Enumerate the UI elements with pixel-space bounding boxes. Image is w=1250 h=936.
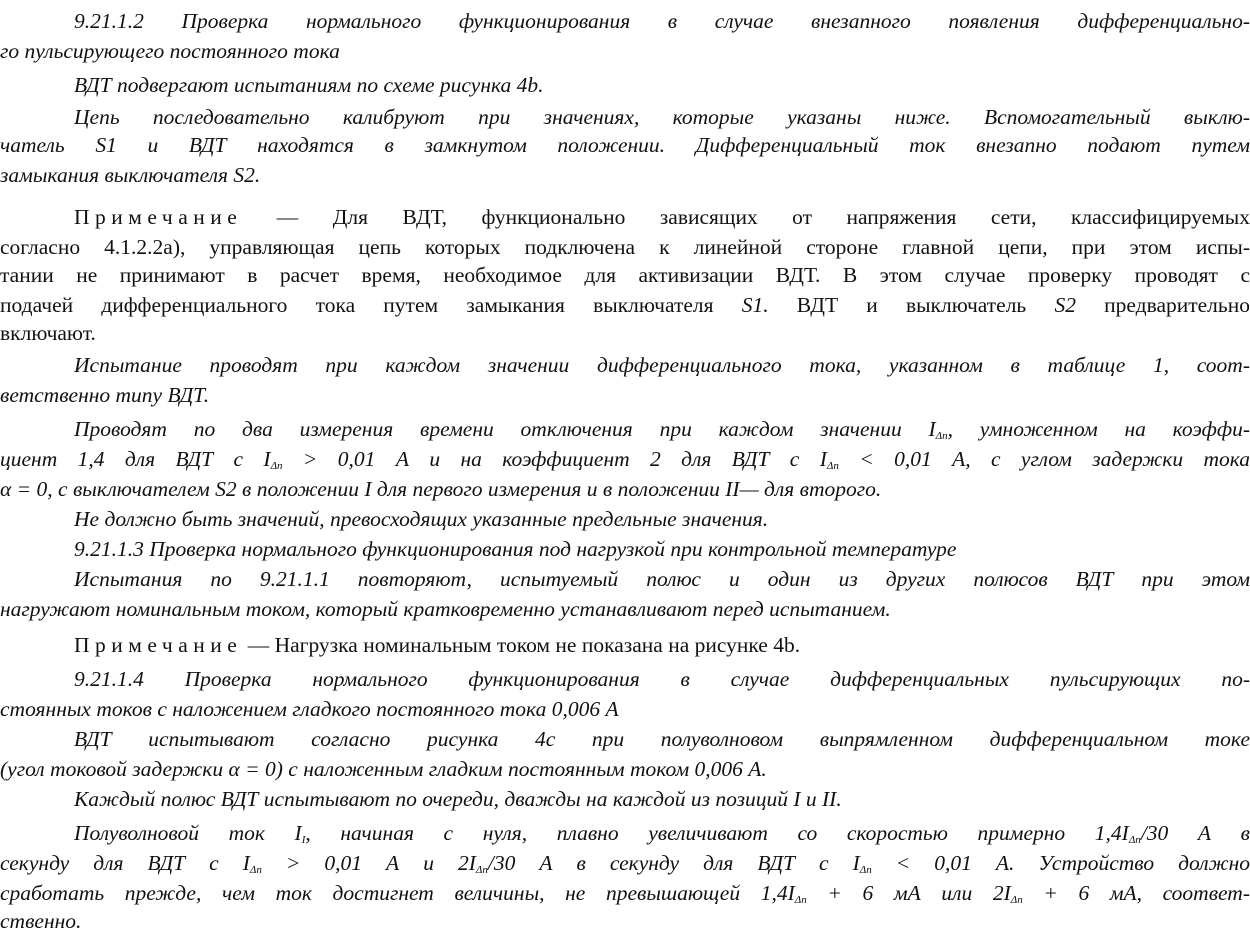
text-run: < 0,01 А. Устройство должно: [871, 851, 1250, 875]
text-run: Не должно быть значений, превосходящих указанные предельные значения.: [74, 507, 769, 531]
text-run: , начиная с нуля, плавно увеличивают со скоростью примерно 1,4I: [305, 821, 1129, 845]
text-line: [0, 380, 1250, 410]
text-line: [0, 102, 1250, 132]
text-run: ВДТ и выключатель: [768, 293, 1055, 317]
subscript: Δn: [270, 460, 283, 472]
text-line: [0, 664, 1250, 694]
text-run: тании не принимают в расчет время, необходимое для активизации ВДТ. В этом случае проверку проводят с: [0, 263, 1250, 287]
note-label: Примечание: [74, 633, 243, 657]
text-run: + 6 мА, соответ-: [1022, 881, 1250, 905]
text-line: [0, 694, 1250, 724]
subscript: I: [301, 834, 306, 846]
text-run: ственно.: [0, 909, 82, 933]
note-label: Примечание: [74, 205, 243, 229]
text-run: > 0,01 А и на коэффициент 2 для ВДТ с I: [282, 447, 827, 471]
subscript: Δn: [249, 864, 262, 876]
text-line: [0, 878, 1250, 908]
text-line: [0, 444, 1250, 474]
text-run: S2: [1054, 293, 1076, 317]
text-run: стоянных токов с наложением гладкого постоянного тока 0,006 А: [0, 697, 619, 721]
text-line: [0, 594, 1250, 624]
text-run: < 0,01 А, с углом задержки тока: [838, 447, 1250, 471]
text-line: [0, 36, 1250, 66]
text-run: Проводят по два измерения времени отключения при каждом значении I: [74, 417, 936, 441]
text-run: ветственно типу ВДТ.: [0, 383, 210, 407]
text-line: [0, 754, 1250, 784]
text-run: 9.21.1.3 Проверка нормального функционирования под нагрузкой при контрольной температуре: [74, 537, 957, 561]
text-line: [0, 130, 1250, 160]
text-run: — Нагрузка номинальным током не показана на рисунке 4b.: [242, 633, 801, 657]
text-run: — Для ВДТ, функционально зависящих от напряжения сети, классифицируемых: [242, 205, 1250, 229]
text-run: согласно 4.1.2.2а), управляющая цепь которых подключена к линейной стороне главной цепи, при этом испы-: [0, 235, 1250, 259]
text-run: /30 А в: [1140, 821, 1250, 845]
text-run: сработать прежде, чем ток достигнет величины, не превышающей 1,4I: [0, 881, 795, 905]
text-run: замыкания выключателя S2.: [0, 163, 261, 187]
text-run: Испытания по 9.21.1.1 повторяют, испытуемый полюс и один из других полюсов ВДТ при этом: [74, 567, 1250, 591]
subscript: Δn: [826, 460, 839, 472]
text-run: Каждый полюс ВДТ испытывают по очереди, дважды на каждой из позиций I и II.: [74, 787, 842, 811]
text-line: [0, 630, 1250, 660]
text-run: Цепь последовательно калибруют при значениях, которые указаны ниже. Вспомогательный выклю-: [74, 105, 1250, 129]
text-run: > 0,01 А и 2I: [261, 851, 476, 875]
text-line: [0, 260, 1250, 290]
text-line: [0, 290, 1250, 320]
text-run: нагружают номинальным током, который кратковременно устанавливают перед испытанием.: [0, 597, 891, 621]
text-line: [0, 848, 1250, 878]
text-run: , умноженном на коэффи-: [947, 417, 1250, 441]
subscript: Δn: [935, 430, 948, 442]
subscript: Δn: [859, 864, 872, 876]
text-run: подачей дифференциального тока путем замыкания выключателя: [0, 293, 742, 317]
subscript: Δn: [794, 894, 807, 906]
text-line: [0, 202, 1250, 232]
text-run: секунду для ВДТ с I: [0, 851, 250, 875]
text-line: [0, 6, 1250, 36]
text-line: [0, 724, 1250, 754]
text-line: [0, 350, 1250, 380]
text-run: чатель S1 и ВДТ находятся в замкнутом положении. Дифференциальный ток внезапно подают путем: [0, 133, 1250, 157]
text-run: включают.: [0, 321, 96, 345]
text-run: S1.: [741, 293, 769, 317]
text-line: [0, 504, 1250, 534]
text-line: [0, 160, 1250, 190]
subscript: Δn: [1010, 894, 1023, 906]
text-line: [0, 784, 1250, 814]
text-line: [0, 474, 1250, 504]
text-run: 9.21.1.2 Проверка нормального функционирования в случае внезапного появления дифференциально-: [74, 9, 1250, 33]
text-run: Испытание проводят при каждом значении дифференциального тока, указанном в таблице 1, соот-: [74, 353, 1250, 377]
text-line: [0, 232, 1250, 262]
text-run: α = 0, с выключателем S2 в положении I для первого измерения и в положении II— для второго.: [0, 477, 882, 501]
text-line: [0, 70, 1250, 100]
subscript: Δn: [475, 864, 488, 876]
subscript: Δn: [1128, 834, 1141, 846]
text-line: [0, 818, 1250, 848]
text-run: /30 А в секунду для ВДТ с I: [487, 851, 860, 875]
text-run: предварительно: [1075, 293, 1250, 317]
text-run: 9.21.1.4 Проверка нормального функционирования в случае дифференциальных пульсирующих по-: [74, 667, 1250, 691]
text-run: го пульсирующего постоянного тока: [0, 39, 340, 63]
text-line: [0, 414, 1250, 444]
text-run: Полуволновой ток I: [74, 821, 302, 845]
text-run: циент 1,4 для ВДТ с I: [0, 447, 271, 471]
text-run: + 6 мА или 2I: [806, 881, 1011, 905]
text-run: ВДТ испытывают согласно рисунка 4с при полуволновом выпрямленном дифференциальном токе: [74, 727, 1250, 751]
text-run: ВДТ подвергают испытаниям по схеме рисунка 4b.: [74, 73, 544, 97]
text-line: [0, 318, 1250, 348]
text-line: [0, 534, 1250, 564]
text-line: [0, 564, 1250, 594]
text-run: (угол токовой задержки α = 0) с наложенным гладким постоянным током 0,006 А.: [0, 757, 767, 781]
text-line: [0, 906, 1250, 936]
